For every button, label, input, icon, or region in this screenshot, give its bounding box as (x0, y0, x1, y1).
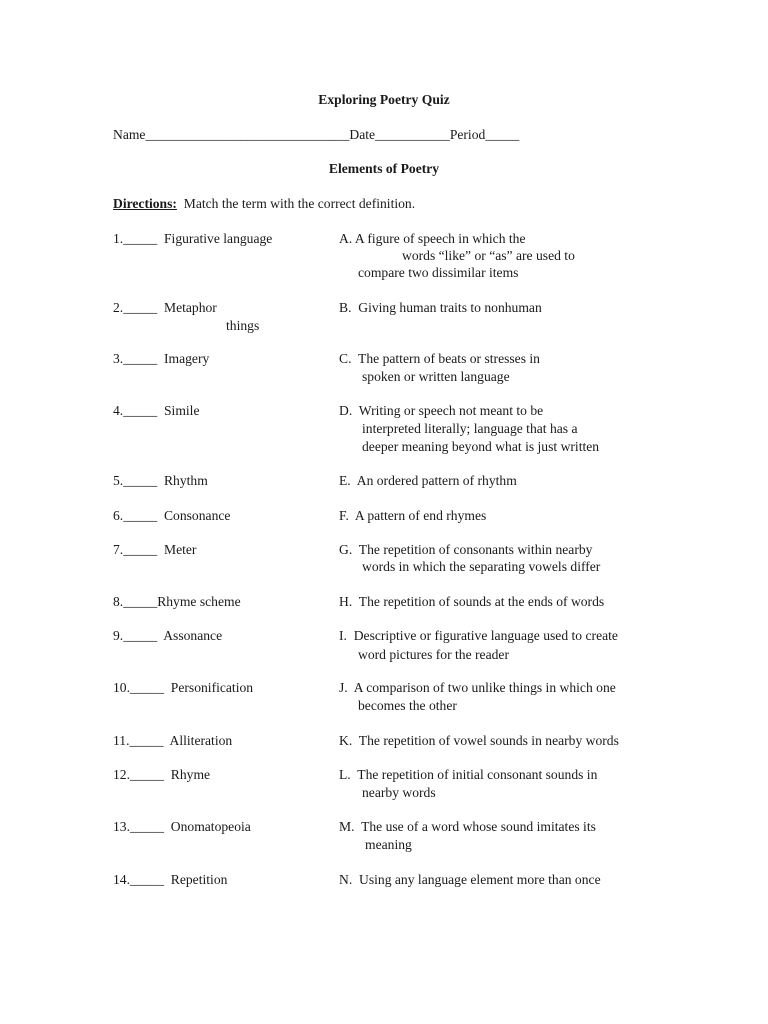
definition-d-line2: interpreted literally; language that has a (362, 421, 578, 436)
answer-blank-8[interactable]: _____ (123, 594, 158, 609)
answer-blank-3[interactable]: _____ (123, 351, 158, 366)
term-1: Figurative language (163, 231, 273, 246)
definition-k: K. The repetition of vowel sounds in nearby words (339, 733, 619, 748)
quiz-item-6: 6._____ Consonance (113, 508, 231, 523)
term-5: Rhythm (163, 473, 208, 488)
definition-d-line3: deeper meaning beyond what is just written (362, 439, 600, 454)
answer-blank-9[interactable]: _____ (123, 628, 158, 643)
quiz-item-3: 3._____ Imagery (113, 351, 210, 366)
quiz-item-14: 14._____ Repetition (113, 872, 228, 887)
definition-b-line2: things (226, 318, 260, 333)
answer-blank-2[interactable]: _____ (123, 300, 158, 315)
answer-blank-4[interactable]: _____ (123, 403, 158, 418)
period-field[interactable]: _____ (485, 127, 520, 142)
definition-i: I. Descriptive or figurative language used to create (339, 628, 618, 643)
quiz-item-5: 5._____ Rhythm (113, 473, 208, 488)
answer-blank-10[interactable]: _____ (130, 680, 164, 695)
quiz-item-4: 4._____ Simile (113, 403, 200, 418)
definition-m-line2: meaning (365, 837, 412, 852)
answer-blank-1[interactable]: _____ (123, 231, 158, 246)
definition-c-line2: spoken or written language (362, 369, 510, 384)
answer-blank-7[interactable]: _____ (123, 542, 158, 557)
quiz-item-12: 12._____ Rhyme (113, 767, 211, 782)
term-8: Rhyme scheme (157, 594, 241, 609)
period-label: Period (449, 127, 486, 142)
term-3: Imagery (163, 351, 210, 366)
definition-g-line2: words in which the separating vowels differ (362, 559, 601, 574)
quiz-item-11: 11._____ Alliteration (113, 733, 233, 748)
answer-blank-14[interactable]: _____ (130, 872, 164, 887)
quiz-item-10: 10._____ Personification (113, 680, 254, 695)
quiz-item-2: 2._____ Metaphor (113, 300, 217, 315)
term-12: Rhyme (170, 767, 211, 782)
answer-blank-12[interactable]: _____ (130, 767, 164, 782)
name-field[interactable]: ______________________________ (145, 127, 350, 142)
definition-a-line2: words “like” or “as” are used to (402, 248, 575, 263)
term-13: Onomatopeoia (170, 819, 251, 834)
answer-blank-11[interactable]: _____ (129, 733, 164, 748)
definition-m: M. The use of a word whose sound imitates its (339, 819, 596, 834)
definition-j: J. A comparison of two unlike things in which one (339, 680, 616, 695)
date-field[interactable]: ___________ (375, 127, 450, 142)
page-title: Exploring Poetry Quiz (318, 92, 450, 107)
directions-label: Directions: (113, 196, 177, 211)
definition-l-line2: nearby words (362, 785, 436, 800)
term-7: Meter (163, 542, 197, 557)
definition-a-line3: compare two dissimilar items (358, 265, 519, 280)
term-14: Repetition (170, 872, 228, 887)
definition-d: D. Writing or speech not meant to be (339, 403, 544, 418)
definition-a: A. A figure of speech in which the (339, 231, 526, 246)
definition-l: L. The repetition of initial consonant sounds in (339, 767, 598, 782)
definition-c: C. The pattern of beats or stresses in (339, 351, 540, 366)
name-label: Name (113, 127, 146, 142)
directions-text: Match the term with the correct definition. (183, 196, 416, 211)
date-label: Date (349, 127, 376, 142)
definition-h: H. The repetition of sounds at the ends of words (339, 594, 605, 609)
quiz-item-9: 9._____ Assonance (113, 628, 223, 643)
term-6: Consonance (163, 508, 231, 523)
definition-e: E. An ordered pattern of rhythm (339, 473, 517, 488)
directions (113, 195, 415, 212)
answer-blank-13[interactable]: _____ (130, 819, 164, 834)
answer-blank-5[interactable]: _____ (123, 473, 158, 488)
section-title: Elements of Poetry (328, 161, 440, 176)
quiz-item-1: 1._____ Figurative language (113, 231, 273, 246)
definition-g: G. The repetition of consonants within nearby (339, 542, 593, 557)
definition-b: B. Giving human traits to nonhuman (339, 300, 542, 315)
quiz-item-8: 8._____Rhyme scheme (113, 594, 241, 609)
quiz-item-7: 7._____ Meter (113, 542, 197, 557)
term-9: Assonance (163, 628, 223, 643)
name-date-period-line (113, 126, 519, 143)
definition-n: N. Using any language element more than once (339, 872, 601, 887)
definition-f: F. A pattern of end rhymes (339, 508, 487, 523)
term-10: Personification (170, 680, 254, 695)
term-11: Alliteration (169, 733, 233, 748)
answer-blank-6[interactable]: _____ (123, 508, 158, 523)
term-4: Simile (163, 403, 200, 418)
term-2: Metaphor (163, 300, 217, 315)
definition-i-line2: word pictures for the reader (358, 647, 509, 662)
quiz-item-13: 13._____ Onomatopeoia (113, 819, 251, 834)
definition-j-line2: becomes the other (358, 698, 457, 713)
